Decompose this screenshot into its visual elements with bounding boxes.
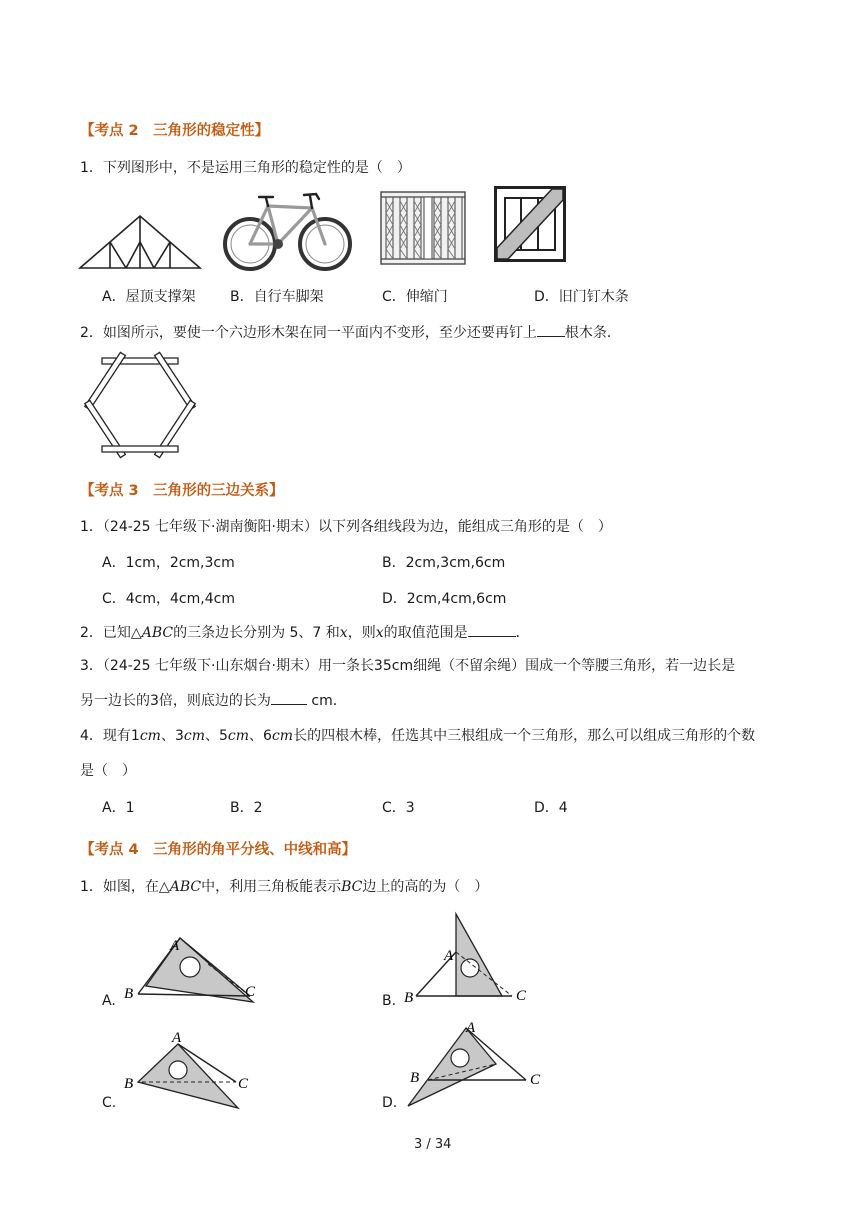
- triangle-symbol: △: [158, 879, 170, 895]
- s2-q1-option-d: D．旧门钉木条: [534, 289, 629, 305]
- s3-question-1: 1．（24-25 七年级下·湖南衡阳·期末）以下列各组线段为边，能组成三角形的是（ ）: [80, 519, 612, 535]
- vertex-c-label: C: [516, 988, 527, 1004]
- unit-cm: cm: [227, 728, 250, 744]
- vertex-b-label: B: [404, 990, 414, 1006]
- s3-q1-option-c: C．4cm，4cm,4cm: [102, 591, 235, 607]
- s3-q4-text: 长的四根木棒，任选其中三根组成一个三角形，那么可以组成三角形的个数: [293, 728, 756, 744]
- unit-cm: cm: [139, 728, 161, 744]
- s2-q1-option-a: A．屋顶支撑架: [102, 289, 196, 305]
- s2-question-1: 1．下列图形中，不是运用三角形的稳定性的是（ ）: [80, 160, 411, 176]
- hexagon-frame-figure: [76, 348, 202, 462]
- s4-q1-option-c-letter: C.: [102, 1095, 117, 1111]
- vertex-c-label: C: [245, 984, 256, 1000]
- triangle-name: ABC: [169, 879, 202, 895]
- s4-q1-text: 中，利用三角板能表示: [201, 879, 342, 895]
- s2-question-2: [80, 322, 621, 343]
- s3-q3-text: cm．: [311, 693, 347, 709]
- s4-figure-c: [118, 1030, 268, 1112]
- s4-figure-a: [118, 930, 268, 1010]
- answer-blank: [537, 322, 565, 337]
- s3-q2-text: ，则: [347, 625, 376, 641]
- s3-question-2: [80, 622, 530, 643]
- vertex-a-label: A: [170, 938, 180, 954]
- s3-question-3-line-2: [80, 690, 347, 711]
- section-2-title: 【考点 2 三角形的稳定性】: [80, 123, 270, 139]
- side-bc: BC: [341, 879, 363, 895]
- s4-q1-option-d-letter: D.: [382, 1095, 398, 1111]
- vertex-c-label: C: [530, 1072, 541, 1088]
- s3-q4-option-b: B．2: [230, 800, 263, 816]
- s3-question-4-line-1: [80, 726, 755, 746]
- s3-q1-option-b: B．2cm,3cm,6cm: [382, 555, 506, 571]
- vertex-a-label: A: [172, 1030, 182, 1046]
- answer-blank: [271, 690, 307, 705]
- s3-question-3-line-1: 3．（24-25 七年级下·山东烟台·期末）用一条长35cm细绳（不留余绳）围成一个等腰三角形，若一边长是: [80, 658, 736, 674]
- vertex-b-label: B: [124, 1076, 134, 1092]
- vertex-c-label: C: [238, 1076, 249, 1092]
- s3-q4-option-c: C．3: [382, 800, 415, 816]
- s4-question-1: [80, 877, 488, 897]
- s3-q3-text: 另一边长的3倍，则底边的长为: [80, 693, 271, 709]
- s3-q4-option-d: D．4: [534, 800, 568, 816]
- s4-q1-text: 1．如图，在: [80, 879, 159, 895]
- s3-q4-text: 、5: [205, 728, 228, 744]
- s3-q1-option-a: A．1cm，2cm,3cm: [102, 555, 235, 571]
- s2-q2-text-before: 2．如图所示，要使一个六边形木架在同一平面内不变形，至少还要再钉上: [80, 325, 537, 341]
- s3-q4-text: 、6: [249, 728, 272, 744]
- section-3-title: 【考点 3 三角形的三边关系】: [80, 483, 284, 499]
- vertex-a-label: A: [466, 1020, 476, 1036]
- roof-truss-figure: [78, 210, 203, 272]
- unit-cm: cm: [183, 728, 205, 744]
- variable-x: x: [375, 625, 384, 641]
- s2-q1-option-b: B．自行车脚架: [230, 289, 324, 305]
- answer-blank: [468, 622, 516, 637]
- s3-q4-text: 、3: [160, 728, 184, 744]
- vertex-a-label: A: [444, 948, 454, 964]
- vertex-b-label: B: [124, 986, 134, 1002]
- s2-q1-option-c: C．伸缩门: [382, 289, 448, 305]
- s3-q1-option-d: D．2cm,4cm,6cm: [382, 591, 507, 607]
- section-4-title: 【考点 4 三角形的角平分线、中线和高】: [80, 842, 357, 858]
- s2-q2-text-after: 根木条．: [564, 325, 621, 341]
- s4-figure-b: [398, 908, 538, 1008]
- s4-q1-option-b-letter: B.: [382, 993, 397, 1009]
- s3-q4-option-a: A．1: [102, 800, 135, 816]
- s3-q4-text: 4．现有1: [80, 728, 140, 744]
- vertex-b-label: B: [410, 1070, 420, 1086]
- s3-q2-text: ．: [515, 625, 530, 641]
- s3-q2-text: 的三条边长分别为 5、7 和: [173, 625, 340, 641]
- s4-q1-text: 边上的高的为（ ）: [362, 879, 489, 895]
- s3-q2-text: 的取值范围是: [383, 625, 468, 641]
- variable-x: x: [339, 625, 348, 641]
- s4-figure-d: [400, 1018, 550, 1110]
- unit-cm: cm: [271, 728, 294, 744]
- s4-q1-option-a-letter: A.: [102, 993, 116, 1009]
- old-door-figure: [494, 186, 566, 262]
- page-number: 3 / 34: [414, 1137, 452, 1152]
- folding-gate-figure: [380, 191, 466, 265]
- triangle-symbol: △: [130, 625, 142, 641]
- s3-question-4-line-2: 是（ ）: [80, 763, 136, 779]
- s3-q2-text: 2．已知: [80, 625, 131, 641]
- triangle-name: ABC: [141, 625, 174, 641]
- bicycle-figure: [222, 186, 354, 272]
